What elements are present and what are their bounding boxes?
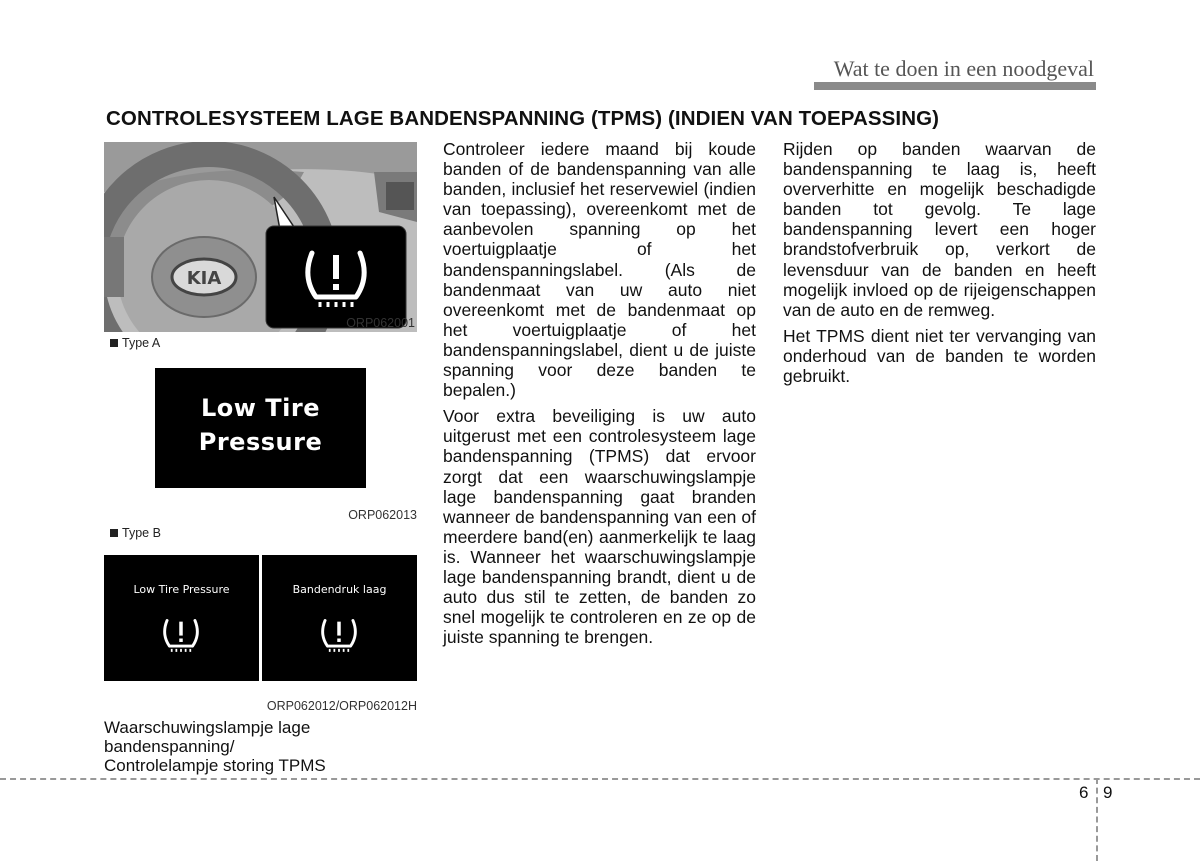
figure-code-dashboard: ORP062001 [346,316,415,330]
kia-logo: KIA [186,268,222,289]
dashboard-figure [104,142,417,332]
type-b-panel-dutch [262,555,417,681]
paragraph: Controleer iedere maand bij koude banden of de bandenspanning van alle banden, inclusief het reservewiel (indien van toepassing), overeenkomt met de aanbevolen spanning op het voertuigplaatje of het bandenspanningslabel. (Als de bandenmaat van uw auto niet overeenkomt met de bandenmaat op het voertuigplaatje of het bandenspanningslabel, dient u de juiste spanning voor deze banden te bepalen.) [443,139,756,401]
type-a-line2: Pressure [198,428,323,456]
type-a-line1: Low Tire [200,394,321,422]
type-b-panel-english [104,555,259,681]
type-a-label: Type A [110,336,160,350]
chapter-header: Wat te doen in een noodgeval [833,56,1094,81]
header-bar [814,82,1096,90]
paragraph: Het TPMS dient niet ter vervanging van onderhoud van de banden te worden gebruikt. [783,325,1096,387]
type-a-display [155,368,366,488]
figure-caption: Waarschuwingslampje lage bandenspanning/ Controlelampje storing TPMS [104,718,326,775]
section-title: CONTROLESYSTEEM LAGE BANDENSPANNING (TPMS) (INDIEN VAN TOEPASSING) [106,107,940,130]
paragraph: Rijden op banden waarvan de bandenspanning te laag is, heeft oververhitte en mogelijk beschadigde banden tot gevolg. Te lage bandenspanning levert een hoger brandstofverbruik op, verkort de levensduur van de banden en heeft mogelijk invloed op de rijeigenschappen van de auto en de remweg. [783,139,1096,320]
type-b-right-text: Bandendruk laag [292,583,387,596]
footer-vertical-divider [1096,778,1098,861]
type-b-display [104,555,417,681]
paragraph: Voor extra beveiliging is uw auto uitgerust met een controlesysteem lage bandenspanning (TPMS) dat ervoor zorgt dat een waarschuwingslampje lage bandenspanning gaat branden wanneer de bandenspanning van een of meerdere band(en) aanmerkelijk te laag is. Wanneer het waarschuwingslampje lage bandenspanning brandt, dient u de auto dus stil te zetten, de banden zo snel mogelijk te controleren en ze op de juiste spanning te brengen. [443,406,756,648]
figure-code-type-a: ORP062013 [348,508,417,522]
dashboard-illustration [104,142,417,332]
footer-divider [0,778,1200,780]
text-column-1 [443,139,756,653]
page-number: 9 [1103,783,1113,802]
square-bullet-icon [110,529,118,537]
text-column-2 [783,139,1096,392]
type-b-label: Type B [110,526,161,540]
tpms-warning-icon [160,617,202,653]
figure-code-type-b: ORP062012/ORP062012H [266,699,417,713]
tpms-warning-icon [318,617,360,653]
square-bullet-icon [110,339,118,347]
type-b-left-text: Low Tire Pressure [133,583,230,596]
chapter-number: 6 [1079,783,1089,802]
